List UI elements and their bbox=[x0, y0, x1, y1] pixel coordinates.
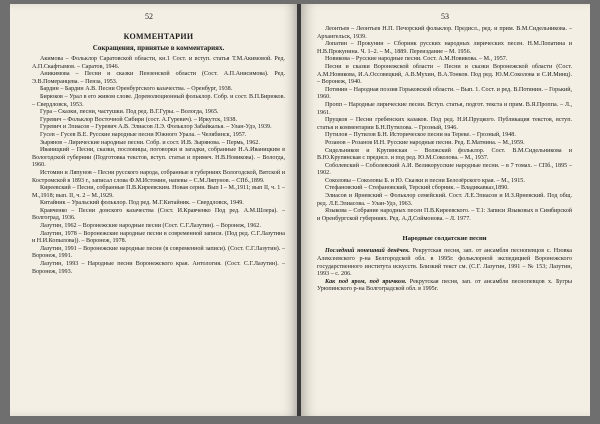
bibliography-entry: Потянин – Народная поэзия Горьковской области. – Вып. 1. Сост. и ред. В.Потянин. – Горький, 1960. bbox=[317, 86, 572, 101]
bibliography-entry: Лазутин, 1991 – Воронежские народные песни (в современной записи). (Сост. С.Г.Лазутин). – Воронеж, 1991. bbox=[32, 245, 285, 260]
page-subheading: Сокращения, принятые в комментариях. bbox=[92, 44, 225, 52]
bibliography-entry: Пруцков – Песни гребенских казаков. Под ред. Н.И.Пруцкого. Публикация текстов, вступ. статья и комментарии Б.Н.Путилова. – Грозный, 1946. bbox=[317, 117, 572, 131]
bibliography-entry: Элиасов и Ярневский – Фольклор семейский. Сост. Л.Е.Элиасов и И.З.Ярневский. Под общ. ред. Л.Е.Элиасова. – Улан-Удэ, 1963. bbox=[317, 193, 572, 207]
bibliography-entry: Лопатин – Прокунин – Сборник русских народных лирических песен. Н.М.Лопатина и Н.В.Прокунина. Ч. 1–2. – М., 1889. Переиздание – М. 1956. bbox=[317, 41, 572, 55]
bibliography-entry: Аникимова – Песни и сказки Пензенской области (Сост. А.П.Анисимова). Ред. Э.В.Померанцева. – Пенза, 1953. bbox=[32, 71, 285, 85]
bibliography-entry: Лазутин, 1962 – Воронежские народные песни (Сост. С.Г.Лазутин). – Воронеж, 1962. bbox=[40, 223, 261, 230]
bibliography-entry: Зырянов – Лирические народные песни. Собр. и сост. И.В. Зырянова. – Пермь, 1962. bbox=[40, 139, 260, 146]
bibliography-entry: Леонтьев – Леонтьев Н.П. Печорский фольклор. Предисл., ред. и прим. В.М.Сидельникова. – Архангельск, 1939. bbox=[317, 26, 572, 40]
page-number-right: 53 bbox=[441, 12, 449, 21]
song-title: Последний нонешний денёчек. bbox=[325, 248, 410, 255]
bibliography-entry: Киреевский – Песни, собранные П.В.Киреевским. Новая серия. Вып I – М.,1911; вып II, ч. 1 – М.,1918; вып. II, ч. 2 – М.,1929. bbox=[32, 185, 285, 199]
bibliography-entry: Путилов – Путилов Б.Н. Историческое песни на Тереке. – Грозный, 1948. bbox=[325, 132, 516, 139]
bibliography-entry: Лазутин, 1993 – Народные песни Воронежского края. Антология. (Сост. С.Г.Лазутин). – Воронеж, 1993. bbox=[32, 261, 285, 275]
bibliography-entry: Бирюков – Урал в его живом слове. Дореволюционный фольклор. Собр. и сост. В.П.Бирюков. – Свердловск, 1953. bbox=[32, 93, 285, 108]
bibliography-entry: Гуревич – Фольклор Восточной Сибири (сост. А.Гуревич). – Иркутск, 1938. bbox=[40, 116, 238, 123]
bibliography-entry: Гура – Сказки, песни, частушки. Под ред. В.Г.Гуры. – Вологда, 1965. bbox=[40, 109, 219, 116]
bibliography-entry: Новикова – Русские народные песни. Сост. А.М.Новикова. – М., 1957. bbox=[325, 56, 508, 63]
song-note: Рекрутская песня, зап. от ансамбля песнопевцов с. Нзовка Алексеевского р-на Белгородской обл. в 1995г. фольклорной экспедицией Воронежского государственного института искусств. Близкий текст см. (С.Г. Лазутин, 1991 – № 153; Лазутин, 1993 – с. 206. bbox=[317, 248, 572, 278]
song-commentary bbox=[317, 248, 572, 278]
song-commentary bbox=[317, 279, 572, 294]
bibliography-entry: Соболевский – Соболевский А.И. Великорусские народные песни. – в 7 томах. – СПб., 1895 – 1902. bbox=[317, 162, 572, 177]
bibliography-entry: Кравченко – Песни донского казачества (Сост. И.Кравченко Под ред. А.М.Шлера). – Волгоград, 1936. bbox=[32, 207, 285, 222]
bibliography-entry: Гуревич и Элиасов – Гуревич А.В. Элиасов Л.Э. Фольклор Забайкалья. – Улан-Удэ, 1939. bbox=[40, 124, 272, 131]
right-entry-list bbox=[317, 26, 572, 223]
song-list bbox=[317, 248, 572, 294]
bibliography-entry: Песни и сказки Воронежской области – Песни и сказки Воронежской области (Сост. А.М.Новикова, И.А.Оссовецкий, А.В.Мухин, В.А.Тонков. Под ред. Ю.М.Соколова и С.И.Минц). – Воронеж, 1940. bbox=[317, 63, 572, 86]
bibliography-entry: Соколовы – Соколовы Б. и Ю. Сказки и песни Белозёрского края. – М., 1915. bbox=[325, 177, 525, 184]
bibliography-entry: Языкова – Собрание народных песен П.В.Киреевского. – Т.1: Записи Языковых в Симбирской и Оренбургской губерниях. Ред. А.Д.Соймонова. – Л. 1977. bbox=[317, 208, 572, 222]
right-page bbox=[301, 4, 590, 416]
bibliography-entry: Сидельников и Крупянская – Волжский фольклор. Сост. В.М.Сидельникова и В.Ю.Крупянская с предисл. и под ред. Ю.М.Соколова. – М., 1937. bbox=[317, 147, 572, 162]
bibliography-entry: Лазутин, 1978 – Воронежские народные песни в современной записи. (Под ред. С.Г.Лазутина и Н.И.Копылова)). – Воронеж, 1978. bbox=[32, 230, 285, 245]
open-book bbox=[10, 4, 590, 420]
bibliography-entry: Иваницкий – Песни, сказки, пословицы, поговорки и загадки, собранные Н.А.Иваницким в Вологодской губернии (Подготовка текстов, вступ. статья и примеч. Н.В.Новикова). – Вологда, 1960. bbox=[32, 147, 285, 169]
bibliography-entry: Пропп – Народные лирические песни. Вступ. статья, подгот. текста и прим. В.Я.Проппа. – Л., 1961. bbox=[317, 101, 572, 116]
bibliography-entry: Гусев – Гусев В.Е. Русские народные песни Южного Урала. – Челябинск, 1957. bbox=[40, 131, 247, 138]
left-page bbox=[10, 4, 299, 416]
bibliography-entry: Стефановский – Стефановский, Терский сборник. – Владикавказ,1890. bbox=[325, 185, 509, 192]
bibliography-entry: Китайник – Уральский фольклор. Под ред. М.Г.Китайник. – Свердловск, 1949. bbox=[40, 200, 244, 207]
song-title: Как под яром, под яричком. bbox=[325, 278, 407, 285]
bibliography-entry: Истомин и Ляпунов – Песни русского народа, собранные в губерниях Вологодской, Вятской и Костромской в 1893 г., записал слова Ф.М.Истомин, напевы – С.М.Ляпунов. – СПб.,1899. bbox=[32, 169, 285, 184]
section-title: Народные солдатские песни bbox=[402, 235, 487, 243]
left-entry-list bbox=[32, 56, 285, 276]
song-note: Рекрутская песня, зап. от ансамбля песнопевцов х. Бугры Урюпинского р-на Волгоградской обл. в 1995г. bbox=[317, 278, 572, 293]
bibliography-entry: Бардин – Бардин А.В. Песни Оренбургского казачества. – Оренбург, 1938. bbox=[40, 86, 233, 93]
bibliography-entry: Акимова – Фольклор Саратовской области, кн.1 Сост. и вступ. статья Т.М.Акимовой. Ред. А.П.Скафтымов. – Саратов, 1946. bbox=[32, 56, 285, 70]
page-heading: КОММЕНТАРИИ bbox=[123, 32, 194, 41]
page-number-left: 52 bbox=[145, 12, 153, 21]
bibliography-entry: Розанов – Розанов И.Н. Русские народные песни. Ред. Е.Матнина. – М.,1959. bbox=[325, 139, 525, 146]
